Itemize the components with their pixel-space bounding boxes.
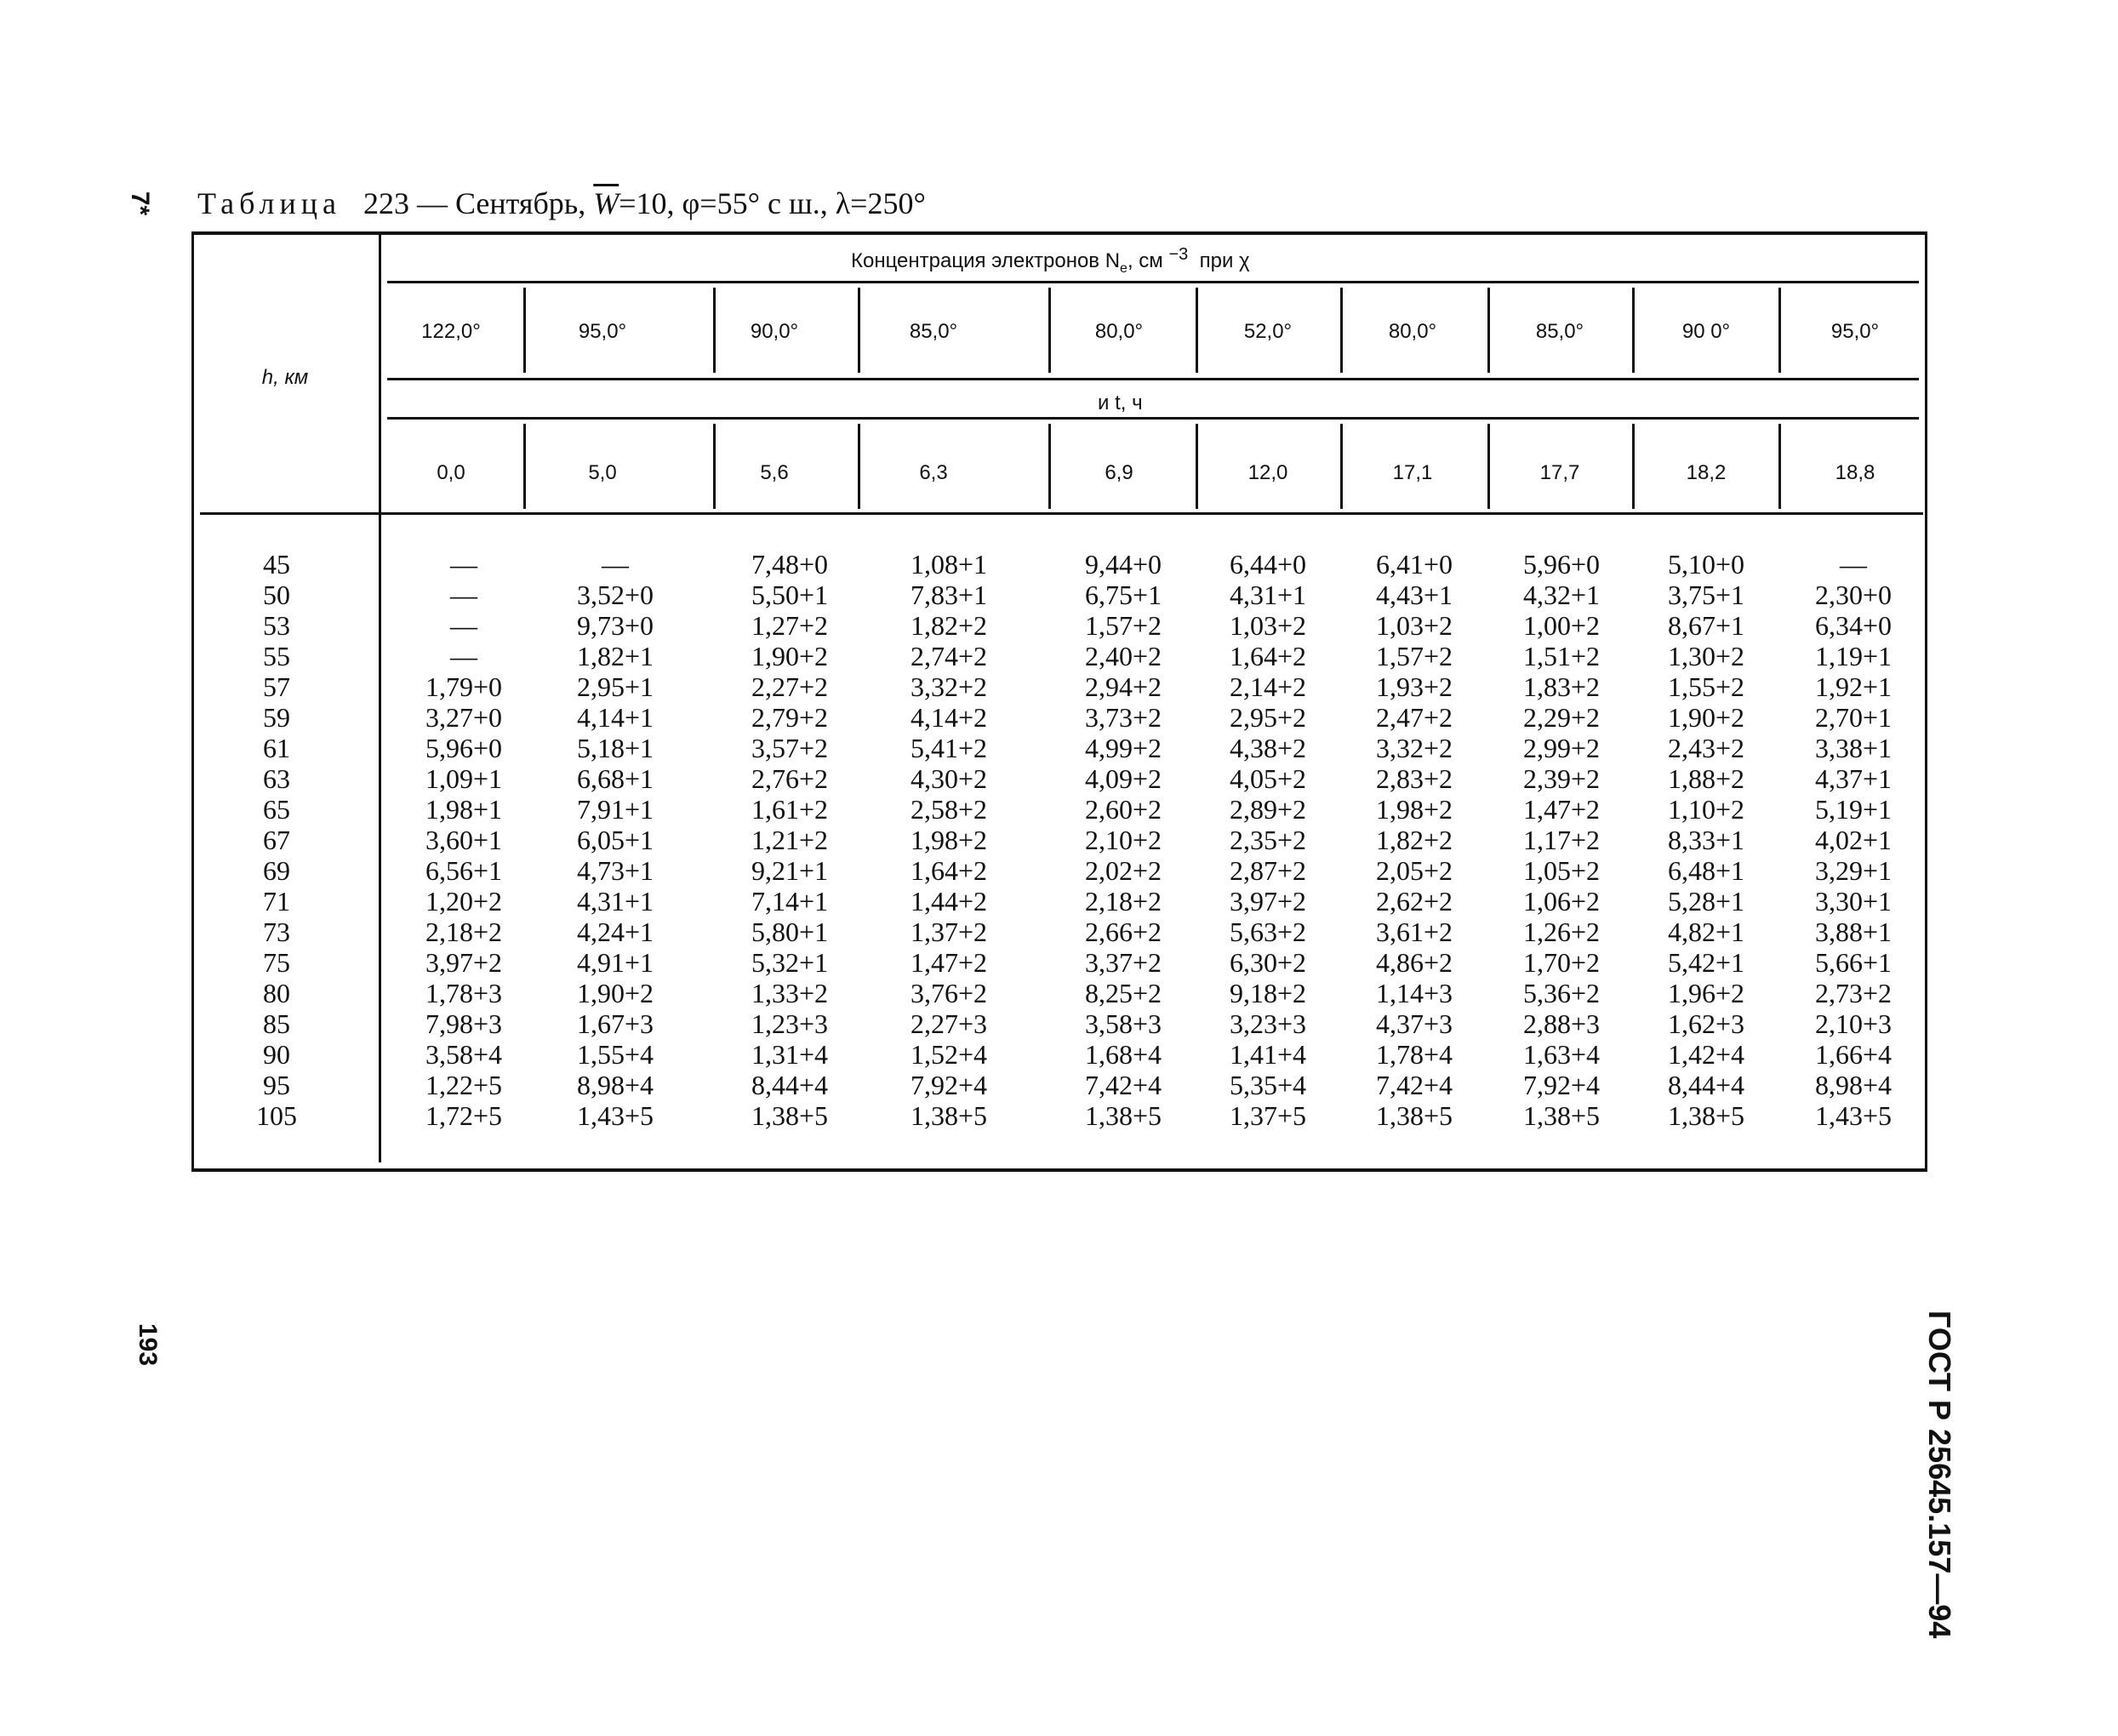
t-header-cell: 5,0 — [588, 461, 617, 484]
t-header-cell: 5,6 — [760, 461, 789, 484]
height-cell: 45 — [263, 549, 290, 580]
chi-header-cell: 95,0° — [578, 320, 627, 343]
table-cell: 2,87+2 — [1229, 855, 1307, 886]
table-cell: 4,05+2 — [1229, 763, 1307, 794]
table-cell: 4,30+2 — [910, 763, 988, 794]
t-header-cell: 12,0 — [1247, 461, 1288, 484]
table-cell: 2,99+2 — [1522, 733, 1601, 763]
table-cell: 1,42+4 — [1667, 1039, 1745, 1070]
table-cell: 1,47+2 — [1522, 794, 1601, 825]
table-cell: 1,82+1 — [576, 641, 654, 671]
table-cell: 1,31+4 — [751, 1039, 829, 1070]
height-cell: 63 — [263, 763, 290, 794]
table-cell: 1,10+2 — [1667, 794, 1745, 825]
table-cell: 3,27+0 — [425, 702, 503, 733]
table-cell: 2,95+2 — [1229, 702, 1307, 733]
table-cell: 9,73+0 — [576, 610, 654, 641]
table-cell: 5,41+2 — [910, 733, 988, 763]
table-cell: 1,33+2 — [751, 978, 829, 1008]
table-cell: 5,63+2 — [1229, 917, 1307, 947]
table-cell: 5,19+1 — [1814, 794, 1892, 825]
table-cell: 5,28+1 — [1667, 886, 1745, 917]
table-cell: 8,98+4 — [1814, 1070, 1892, 1100]
bottom-rule — [191, 1168, 1927, 1172]
table-cell: 2,18+2 — [1084, 886, 1162, 917]
table-cell: 5,80+1 — [751, 917, 829, 947]
height-cell: 57 — [263, 671, 290, 702]
table-cell: 1,51+2 — [1522, 641, 1601, 671]
table-cell: 3,76+2 — [910, 978, 988, 1008]
table-cell: 4,09+2 — [1084, 763, 1162, 794]
table-cell: 2,35+2 — [1229, 825, 1307, 855]
table-cell: 7,98+3 — [425, 1008, 503, 1039]
header-column-divider — [523, 288, 526, 373]
t-header-cell: 6,3 — [919, 461, 948, 484]
table-cell: 4,38+2 — [1229, 733, 1307, 763]
table-cell: 1,88+2 — [1667, 763, 1745, 794]
table-cell: 1,57+2 — [1084, 610, 1162, 641]
table-cell: 4,43+1 — [1375, 580, 1453, 610]
table-cell: 1,98+2 — [1375, 794, 1453, 825]
table-cell: 6,48+1 — [1667, 855, 1745, 886]
table-cell: 1,03+2 — [1375, 610, 1453, 641]
table-cell: 1,93+2 — [1375, 671, 1453, 702]
table-cell: 4,91+1 — [576, 947, 654, 978]
chi-header-cell: 80,0° — [1388, 320, 1437, 343]
table-cell: 1,09+1 — [425, 763, 503, 794]
table-cell: 8,67+1 — [1667, 610, 1745, 641]
table-cell: 9,21+1 — [751, 855, 829, 886]
table-cell: 5,32+1 — [751, 947, 829, 978]
table-cell: 7,92+4 — [1522, 1070, 1601, 1100]
table-cell: 2,14+2 — [1229, 671, 1307, 702]
table-cell: 8,33+1 — [1667, 825, 1745, 855]
table-cell: 2,73+2 — [1814, 978, 1892, 1008]
table-cell: 1,00+2 — [1522, 610, 1601, 641]
table-cell: 1,43+5 — [576, 1100, 654, 1131]
table-cell: 2,95+1 — [576, 671, 654, 702]
header-column-divider — [1196, 424, 1198, 509]
header-column-divider — [1487, 288, 1490, 373]
table-cell: 2,66+2 — [1084, 917, 1162, 947]
table-cell: 1,14+3 — [1375, 978, 1453, 1008]
t-header-cell: 6,9 — [1105, 461, 1133, 484]
table-cell: 1,21+2 — [751, 825, 829, 855]
table-cell: 1,90+2 — [751, 641, 829, 671]
t-header-cell: 17,7 — [1539, 461, 1580, 484]
table-cell: 4,31+1 — [1229, 580, 1307, 610]
table-cell: 1,37+5 — [1229, 1100, 1307, 1131]
table-cell: 1,98+1 — [425, 794, 503, 825]
height-cell: 75 — [263, 947, 290, 978]
table-cell: 1,90+2 — [576, 978, 654, 1008]
table-cell: 2,79+2 — [751, 702, 829, 733]
table-cell: 3,61+2 — [1375, 917, 1453, 947]
caption-w-symbol: $\overline{W}$ — [593, 186, 619, 220]
table-cell: — — [450, 580, 477, 610]
table-cell: 7,83+1 — [910, 580, 988, 610]
chi-header-cell: 90,0° — [750, 320, 799, 343]
table-cell: — — [450, 549, 477, 580]
table-cell: 5,96+0 — [425, 733, 503, 763]
table-cell: 2,89+2 — [1229, 794, 1307, 825]
height-cell: 69 — [263, 855, 290, 886]
table-cell: 2,60+2 — [1084, 794, 1162, 825]
table-cell: 1,96+2 — [1667, 978, 1745, 1008]
table-cell: 1,38+5 — [1084, 1100, 1162, 1131]
chi-header-cell: 52,0° — [1243, 320, 1293, 343]
table-cell: 1,78+4 — [1375, 1039, 1453, 1070]
t-header-cell: 18,2 — [1686, 461, 1727, 484]
table-cell: 1,20+2 — [425, 886, 503, 917]
table-cell: 4,24+1 — [576, 917, 654, 947]
table-cell: 6,75+1 — [1084, 580, 1162, 610]
table-cell: 4,82+1 — [1667, 917, 1745, 947]
table-cell: 2,18+2 — [425, 917, 503, 947]
table-cell: 4,37+3 — [1375, 1008, 1453, 1039]
table-cell: 2,10+3 — [1814, 1008, 1892, 1039]
header-column-divider — [523, 424, 526, 509]
table-cell: 1,38+5 — [1522, 1100, 1601, 1131]
table-cell: 3,88+1 — [1814, 917, 1892, 947]
table-cell: 1,57+2 — [1375, 641, 1453, 671]
table-cell: 2,83+2 — [1375, 763, 1453, 794]
table-cell: 3,38+1 — [1814, 733, 1892, 763]
table-cell: 1,83+2 — [1522, 671, 1601, 702]
table-cell: 3,32+2 — [910, 671, 988, 702]
table-cell: 1,98+2 — [910, 825, 988, 855]
table-cell: 2,62+2 — [1375, 886, 1453, 917]
table-cell: 2,74+2 — [910, 641, 988, 671]
table-cell: 1,41+4 — [1229, 1039, 1307, 1070]
table-cell: 5,42+1 — [1667, 947, 1745, 978]
table-cell: 1,43+5 — [1814, 1100, 1892, 1131]
table-cell: 3,37+2 — [1084, 947, 1162, 978]
table-cell: 2,39+2 — [1522, 763, 1601, 794]
height-cell: 53 — [263, 610, 290, 641]
table-cell: 5,18+1 — [576, 733, 654, 763]
table-cell: 1,66+4 — [1814, 1039, 1892, 1070]
height-cell: 80 — [263, 978, 290, 1008]
table-cell: 3,73+2 — [1084, 702, 1162, 733]
table-cell: 3,23+3 — [1229, 1008, 1307, 1039]
table-cell: 2,30+0 — [1814, 580, 1892, 610]
height-cell: 105 — [256, 1100, 297, 1131]
table-cell: 3,58+3 — [1084, 1008, 1162, 1039]
table-cell: 1,55+2 — [1667, 671, 1745, 702]
table-cell: 3,75+1 — [1667, 580, 1745, 610]
table-cell: — — [450, 641, 477, 671]
table-cell: 2,43+2 — [1667, 733, 1745, 763]
table-cell: 1,26+2 — [1522, 917, 1601, 947]
table-cell: 4,99+2 — [1084, 733, 1162, 763]
table-cell: 4,14+2 — [910, 702, 988, 733]
table-cell: 1,47+2 — [910, 947, 988, 978]
table-cell: 3,30+1 — [1814, 886, 1892, 917]
table-cell: 3,32+2 — [1375, 733, 1453, 763]
table-cell: 1,55+4 — [576, 1039, 654, 1070]
chi-header-cell: 122,0° — [421, 320, 481, 343]
time-label: и t, ч — [1098, 391, 1143, 414]
header-column-divider — [1340, 424, 1343, 509]
caption-part-2: =10, φ=55° с ш., λ=250° — [619, 186, 926, 220]
table-cell: 7,92+4 — [910, 1070, 988, 1100]
table-cell: 7,42+4 — [1084, 1070, 1162, 1100]
table-cell: — — [1840, 549, 1867, 580]
chi-header-cell: 90 0° — [1681, 320, 1731, 343]
table-cell: 1,70+2 — [1522, 947, 1601, 978]
height-cell: 73 — [263, 917, 290, 947]
chi-header-cell: 95,0° — [1830, 320, 1880, 343]
table-cell: 6,68+1 — [576, 763, 654, 794]
table-cell: 3,57+2 — [751, 733, 829, 763]
height-cell: 85 — [263, 1008, 290, 1039]
table-cell: 1,62+3 — [1667, 1008, 1745, 1039]
table-cell: 1,61+2 — [751, 794, 829, 825]
header-column-divider — [1487, 424, 1490, 509]
table-cell: 1,38+5 — [1375, 1100, 1453, 1131]
table-cell: 3,58+4 — [425, 1039, 503, 1070]
table-cell: 2,40+2 — [1084, 641, 1162, 671]
table-cell: 1,06+2 — [1522, 886, 1601, 917]
table-cell: 1,44+2 — [910, 886, 988, 917]
t-header-cell: 0,0 — [437, 461, 465, 484]
table-cell: 3,29+1 — [1814, 855, 1892, 886]
table-cell: 1,38+5 — [1667, 1100, 1745, 1131]
chi-header-cell: 85,0° — [1535, 320, 1584, 343]
height-cell: 65 — [263, 794, 290, 825]
table-cell: 1,78+3 — [425, 978, 503, 1008]
header-column-divider — [858, 424, 860, 509]
table-cell: 1,23+3 — [751, 1008, 829, 1039]
table-cell: 1,79+0 — [425, 671, 503, 702]
table-cell: 1,82+2 — [910, 610, 988, 641]
t-header-cell: 17,1 — [1392, 461, 1433, 484]
document-code: ГОСТ Р 25645.157—94 — [1922, 1311, 1957, 1639]
header-bottom-rule — [200, 512, 1923, 515]
table-cell: 6,41+0 — [1375, 549, 1453, 580]
caption-word: Таблица — [197, 186, 341, 220]
chi-header-cell: 80,0° — [1094, 320, 1144, 343]
table-cell: 2,70+1 — [1814, 702, 1892, 733]
table-cell: 1,64+2 — [1229, 641, 1307, 671]
table-cell: 2,76+2 — [751, 763, 829, 794]
top-rule — [191, 231, 1927, 235]
table-cell: 2,47+2 — [1375, 702, 1453, 733]
table-cell: 3,52+0 — [576, 580, 654, 610]
table-cell: 2,10+2 — [1084, 825, 1162, 855]
t-header-cell: 18,8 — [1835, 461, 1875, 484]
table-cell: — — [450, 610, 477, 641]
height-cell: 50 — [263, 580, 290, 610]
header-divider-1 — [387, 281, 1919, 283]
table-cell: 4,31+1 — [576, 886, 654, 917]
height-cell: 59 — [263, 702, 290, 733]
table-cell: 6,30+2 — [1229, 947, 1307, 978]
header-column-divider — [1196, 288, 1198, 373]
table-cell: 7,14+1 — [751, 886, 829, 917]
table-cell: 8,25+2 — [1084, 978, 1162, 1008]
concentration-label: Концентрация электронов $N_e$, см $^{-3}$ при χ — [851, 245, 1250, 276]
table-cell: 3,97+2 — [1229, 886, 1307, 917]
table-cell: 1,17+2 — [1522, 825, 1601, 855]
table-cell: 1,68+4 — [1084, 1039, 1162, 1070]
table-cell: 5,35+4 — [1229, 1070, 1307, 1100]
table-cell: 8,44+4 — [751, 1070, 829, 1100]
height-cell: 95 — [263, 1070, 290, 1100]
table-cell: 1,30+2 — [1667, 641, 1745, 671]
header-column-divider — [1778, 288, 1781, 373]
table-cell: 1,72+5 — [425, 1100, 503, 1131]
table-cell: 9,44+0 — [1084, 549, 1162, 580]
table-cell: 1,37+2 — [910, 917, 988, 947]
table-cell: 1,22+5 — [425, 1070, 503, 1100]
height-cell: 61 — [263, 733, 290, 763]
table-cell: 5,96+0 — [1522, 549, 1601, 580]
table-cell: 7,42+4 — [1375, 1070, 1453, 1100]
table-cell: 4,02+1 — [1814, 825, 1892, 855]
header-column-divider — [1632, 288, 1635, 373]
table-cell: 2,29+2 — [1522, 702, 1601, 733]
table-caption — [197, 186, 926, 221]
table-cell: 1,90+2 — [1667, 702, 1745, 733]
table-cell: 3,97+2 — [425, 947, 503, 978]
header-column-divider — [1778, 424, 1781, 509]
table-cell: 1,19+1 — [1814, 641, 1892, 671]
table-cell: 7,91+1 — [576, 794, 654, 825]
table-cell: 1,52+4 — [910, 1039, 988, 1070]
table-cell: 1,63+4 — [1522, 1039, 1601, 1070]
table-cell: 2,27+2 — [751, 671, 829, 702]
table-cell: 4,32+1 — [1522, 580, 1601, 610]
table-cell: — — [602, 549, 629, 580]
table-cell: 9,18+2 — [1229, 978, 1307, 1008]
table-cell: 1,64+2 — [910, 855, 988, 886]
table-cell: 1,27+2 — [751, 610, 829, 641]
header-divider-3 — [387, 417, 1919, 420]
height-cell: 90 — [263, 1039, 290, 1070]
table-cell: 4,37+1 — [1814, 763, 1892, 794]
table-cell: 1,92+1 — [1814, 671, 1892, 702]
table-cell: 2,58+2 — [910, 794, 988, 825]
header-column-divider — [858, 288, 860, 373]
caption-part-1: 223 — Сентябрь, — [363, 186, 586, 220]
table-cell: 1,38+5 — [910, 1100, 988, 1131]
table-cell: 8,98+4 — [576, 1070, 654, 1100]
table-cell: 4,14+1 — [576, 702, 654, 733]
chi-header-cell: 85,0° — [909, 320, 958, 343]
table-cell: 1,05+2 — [1522, 855, 1601, 886]
h-column-label: h, км — [261, 366, 309, 389]
table-cell: 6,44+0 — [1229, 549, 1307, 580]
table-cell: 2,05+2 — [1375, 855, 1453, 886]
height-cell: 71 — [263, 886, 290, 917]
table-cell: 1,03+2 — [1229, 610, 1307, 641]
table-cell: 1,67+3 — [576, 1008, 654, 1039]
table-cell: 4,73+1 — [576, 855, 654, 886]
table-cell: 7,48+0 — [751, 549, 829, 580]
table-cell: 1,82+2 — [1375, 825, 1453, 855]
corner-mark: 7* — [126, 191, 155, 216]
table-cell: 2,02+2 — [1084, 855, 1162, 886]
table-cell: 6,34+0 — [1814, 610, 1892, 641]
header-column-divider — [1340, 288, 1343, 373]
height-cell: 67 — [263, 825, 290, 855]
table-cell: 8,44+4 — [1667, 1070, 1745, 1100]
table-cell: 1,38+5 — [751, 1100, 829, 1131]
table-cell: 4,86+2 — [1375, 947, 1453, 978]
table-cell: 6,05+1 — [576, 825, 654, 855]
table-cell: 5,36+2 — [1522, 978, 1601, 1008]
height-cell: 55 — [263, 641, 290, 671]
table-cell: 3,60+1 — [425, 825, 503, 855]
table-cell: 2,94+2 — [1084, 671, 1162, 702]
header-divider-2 — [387, 378, 1919, 380]
table-cell: 5,66+1 — [1814, 947, 1892, 978]
table-cell: 5,10+0 — [1667, 549, 1745, 580]
table-cell: 2,27+3 — [910, 1008, 988, 1039]
table-cell: 6,56+1 — [425, 855, 503, 886]
table-cell: 1,08+1 — [910, 549, 988, 580]
h-column-divider — [379, 235, 381, 1162]
table-cell: 5,50+1 — [751, 580, 829, 610]
header-column-divider — [1632, 424, 1635, 509]
page-number: 193 — [134, 1323, 162, 1367]
table-cell: 2,88+3 — [1522, 1008, 1601, 1039]
